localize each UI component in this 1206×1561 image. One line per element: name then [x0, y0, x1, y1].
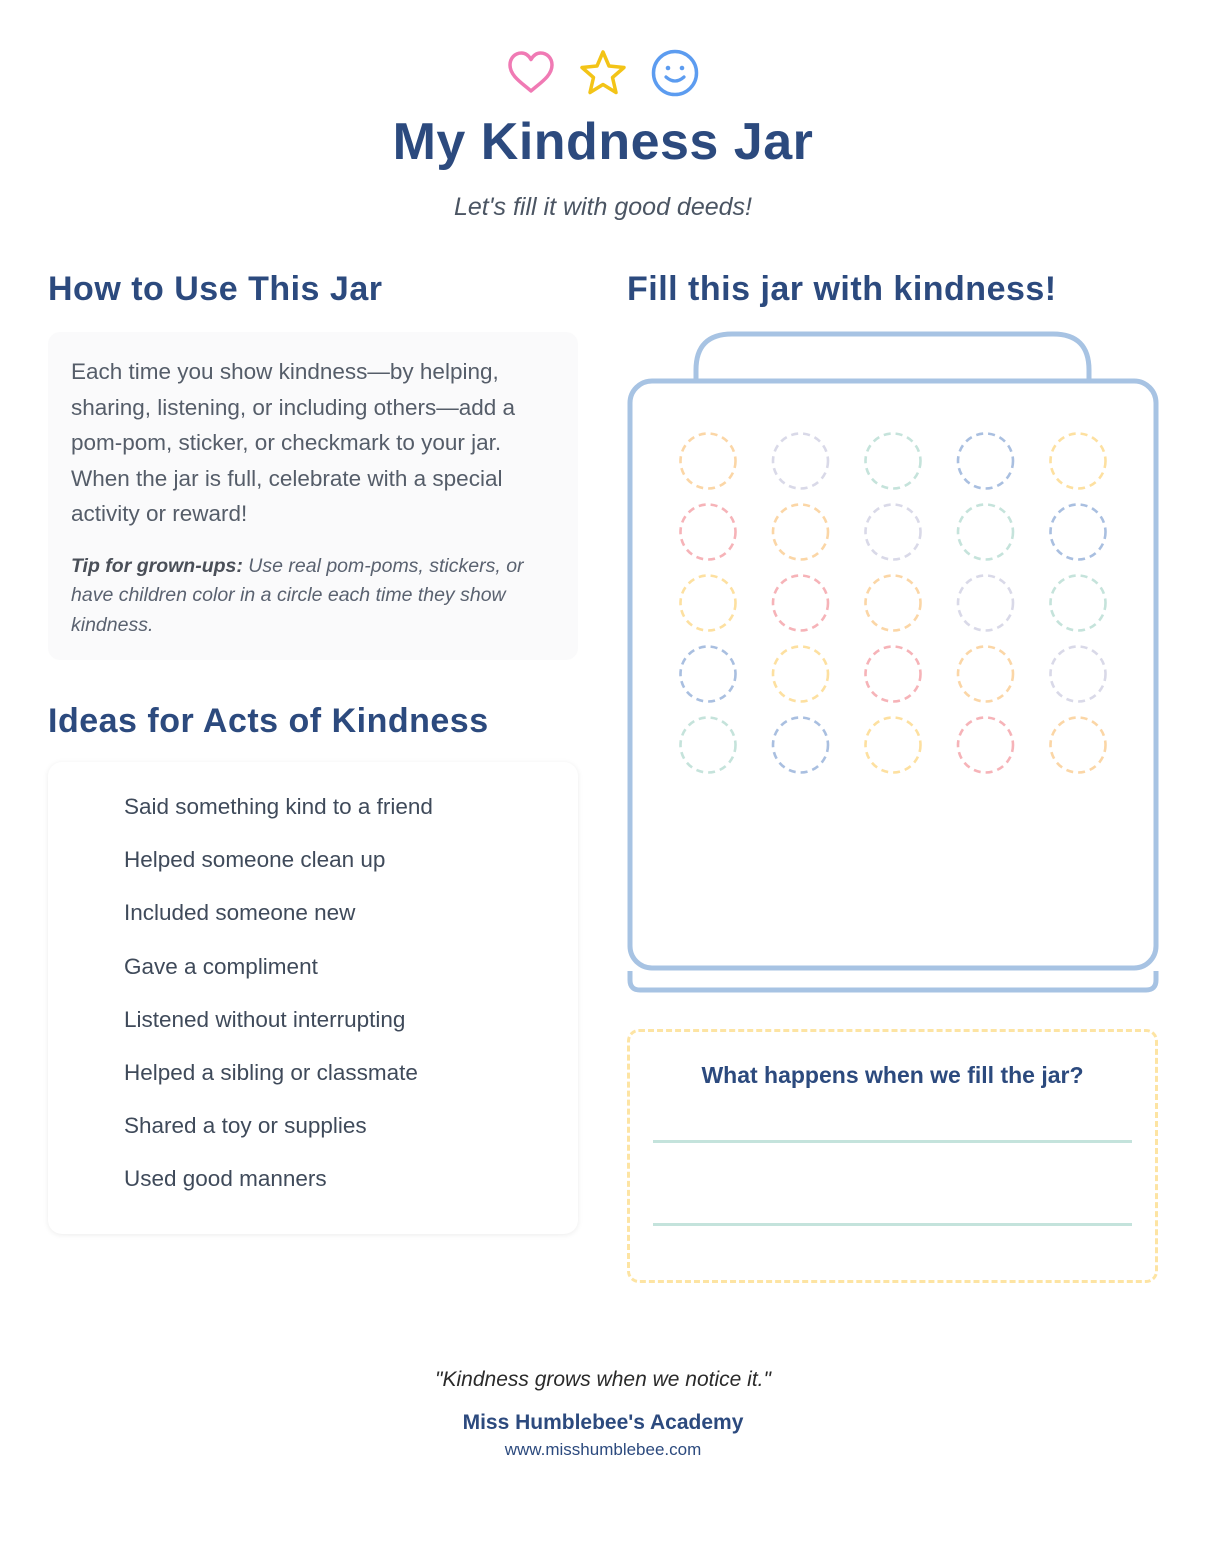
- writing-line[interactable]: [653, 1140, 1132, 1143]
- how-to-use-text: Each time you show kindness—by helping, sharing, listening, or including others—add a pom-pom, sticker, or checkmark to your jar. When the jar is full, celebrate with a special activity or reward!: [71, 359, 516, 526]
- ideas-box: [48, 762, 578, 1234]
- footer-brand: Miss Humblebee's Academy: [462, 1411, 744, 1434]
- ideas-heading: Ideas for Acts of Kindness: [48, 702, 489, 740]
- jar-heading: Fill this jar with kindness!: [627, 270, 1057, 308]
- page-subtitle: Let's fill it with good deeds!: [454, 193, 752, 221]
- list-item: Helped someone clean up: [124, 847, 386, 873]
- page-title: My Kindness Jar: [392, 113, 814, 171]
- question-box: [627, 1029, 1158, 1283]
- tip-label: Tip for grown-ups:: [71, 554, 243, 577]
- tip-body: Use real pom-poms, stickers, or have children color in a circle each time they show kindness.: [71, 554, 524, 636]
- jar-body: [630, 381, 1156, 968]
- list-item: Included someone new: [124, 900, 356, 926]
- kindness-jar: [627, 330, 1159, 994]
- list-item: Used good manners: [124, 1166, 327, 1192]
- ideas-list: [48, 762, 578, 1216]
- heart-icon: [506, 48, 556, 98]
- star-icon: [578, 48, 628, 98]
- question-text: What happens when we fill the jar?: [701, 1062, 1084, 1088]
- smiley-icon: [650, 48, 700, 98]
- list-item: Gave a compliment: [124, 953, 318, 979]
- jar-base: [630, 971, 1156, 990]
- jar-lid: [696, 334, 1089, 380]
- how-to-use-heading: How to Use This Jar: [48, 270, 383, 308]
- list-item: Helped a sibling or classmate: [124, 1059, 418, 1085]
- footer-quote: "Kindness grows when we notice it.": [435, 1368, 771, 1391]
- list-item: Listened without interrupting: [124, 1006, 406, 1032]
- how-to-use-box: [48, 332, 578, 660]
- list-item: Shared a toy or supplies: [124, 1113, 367, 1139]
- header-icons: [0, 48, 1206, 98]
- tip-text: [71, 552, 554, 641]
- list-item: Said something kind to a friend: [124, 794, 433, 819]
- writing-line[interactable]: [653, 1223, 1132, 1226]
- footer-url: www.misshumblebee.com: [504, 1440, 702, 1459]
